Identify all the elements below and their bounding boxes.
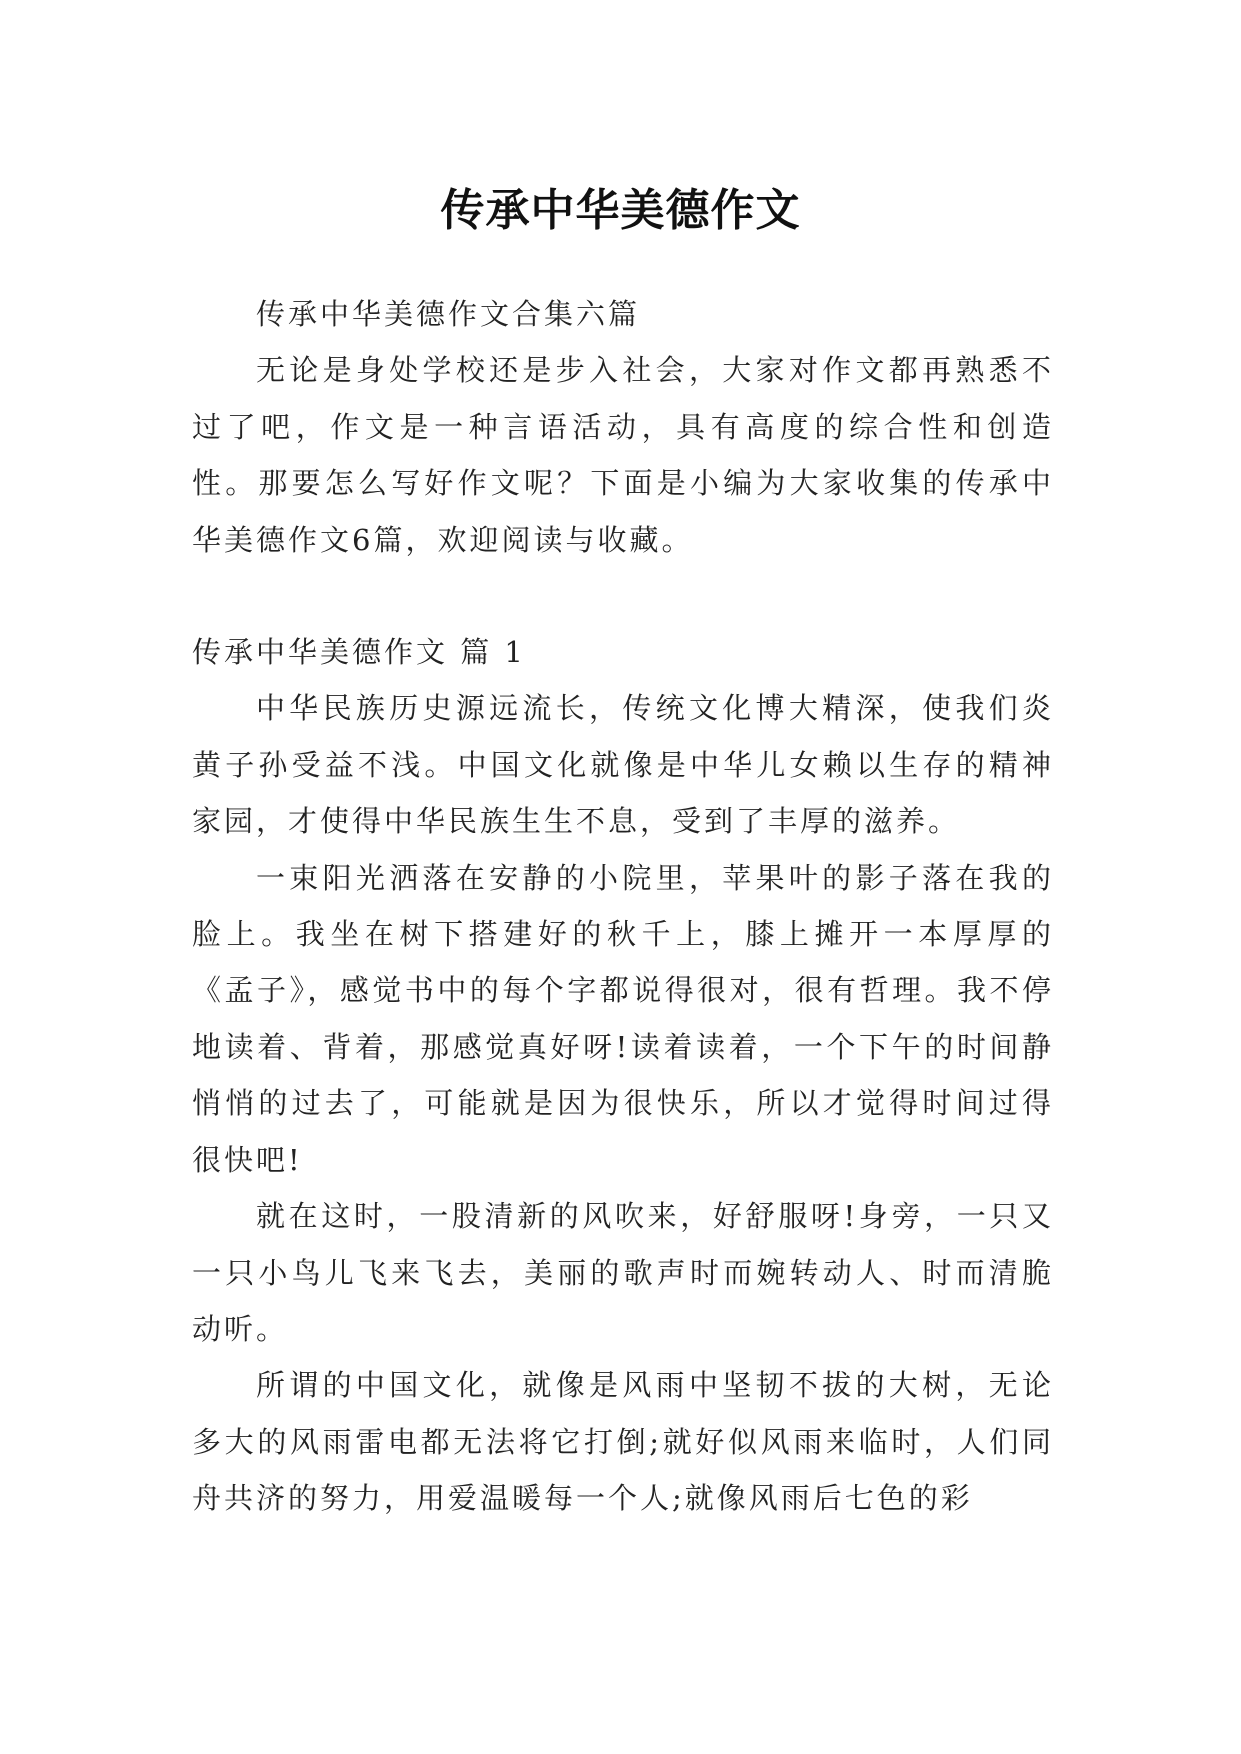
section-paragraph: 所谓的中国文化，就像是风雨中坚韧不拔的大树，无论多大的风雨雷电都无法将它打倒;就好似风雨来临时，人们同舟共济的努力，用爱温暖每一个人;就像风雨后七色的彩	[192, 1368, 1054, 1516]
intro-paragraph: 无论是身处学校还是步入社会，大家对作文都再熟悉不过了吧，作文是一种言语活动，具有高度的综合性和创造性。那要怎么写好作文呢？下面是小编为大家收集的传承中华美德作文6篇，欢迎阅读与收藏。	[192, 353, 1054, 557]
document-title: 传承中华美德作文	[440, 185, 801, 237]
section-paragraph: 就在这时，一股清新的风吹来，好舒服呀!身旁，一只又一只小鸟儿飞来飞去，美丽的歌声时而婉转动人、时而清脆动听。	[192, 1199, 1054, 1346]
section-paragraph: 中华民族历史源远流长，传统文化博大精深，使我们炎黄子孙受益不浅。中国文化就像是中华儿女赖以生存的精神家园，才使得中华民族生生不息，受到了丰厚的滋养。	[192, 691, 1054, 839]
document-subtitle: 传承中华美德作文合集六篇	[256, 297, 641, 331]
section-gap	[192, 568, 1054, 624]
document-body	[192, 286, 1054, 1527]
section-heading: 传承中华美德作文 篇 1	[192, 635, 526, 670]
section-paragraph: 一束阳光洒落在安静的小院里，苹果叶的影子落在我的脸上。我坐在树下搭建好的秋千上，膝上摊开一本厚厚的《孟子》，感觉书中的每个字都说得很对，很有哲理。我不停地读着、背着，那感觉真好呀!读着读着，一个下午的时间静悄悄的过去了，可能就是因为很快乐，所以才觉得时间过得很快吧!	[192, 860, 1054, 1177]
